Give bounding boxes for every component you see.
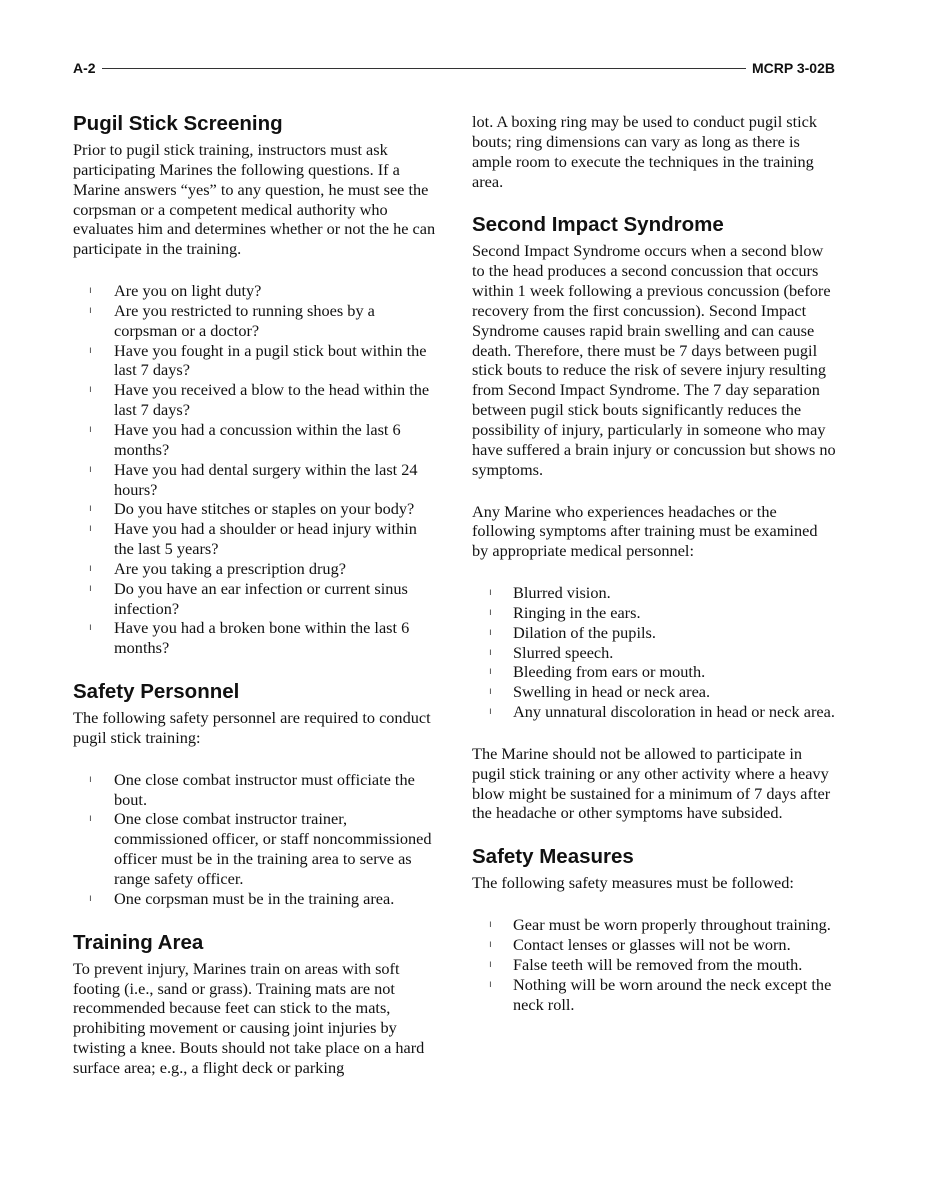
- paragraph: Second Impact Syndrome occurs when a second blow to the head produces a second concussion that occurs within 1 week following a previous concussion (before recovery from the first concussion). Second Impact Syndrome causes rapid brain swelling and can cause death. Therefore, there must be 7 days between pugil stick bouts to reduce the risk of severe injury resulting from Second Impact Syndrome. The 7 day separation between pugil stick bouts significantly reduces the possibility of injury, particularly in someone who may have suffered a brain injury or concussion but shows no symptoms.: [472, 241, 836, 479]
- section-safety-measures: [472, 845, 836, 1014]
- list-item-text: One corpsman must be in the training area.: [114, 888, 395, 908]
- list-item: [73, 341, 437, 381]
- list-item: [73, 559, 437, 579]
- left-column: [73, 112, 437, 1078]
- bullet-icon: ı: [489, 587, 492, 599]
- bullet-icon: ı: [89, 423, 92, 435]
- paragraph: The Marine should not be allowed to participate in pugil stick training or any other activity where a heavy blow might be sustained for a minimum of 7 days after the headache or other symptoms have subsided.: [472, 743, 831, 823]
- list-item: [73, 460, 437, 500]
- list-item: [73, 281, 437, 301]
- list-item: [73, 809, 437, 888]
- list-item: [73, 770, 437, 810]
- bullet-icon: ı: [89, 304, 92, 316]
- list-item: [472, 955, 836, 975]
- list-item-text: Nothing will be worn around the neck except the neck roll.: [513, 974, 832, 1014]
- bullet-icon: ı: [89, 773, 92, 785]
- list-item-text: Contact lenses or glasses will not be worn.: [513, 935, 791, 954]
- list-item-text: Gear must be worn properly throughout training.: [513, 915, 831, 935]
- bullet-icon: ı: [489, 978, 492, 990]
- publication-id: MCRP 3-02B: [752, 60, 835, 76]
- bullet-icon: ı: [89, 285, 92, 297]
- bullet-icon: ı: [489, 706, 492, 718]
- bullet-icon: ı: [89, 892, 92, 904]
- list-item-text: Bleeding from ears or mouth.: [513, 662, 706, 682]
- list-item: [73, 420, 437, 460]
- section-safety-personnel: [73, 680, 437, 909]
- bullet-icon: ı: [489, 666, 492, 678]
- paragraph: To prevent injury, Marines train on areas with soft footing (i.e., sand or grass). Training mats are not recommended because feet can stick to the mats, prohibiting movement or causing joint injuries by twisting a knee. Bouts should not take place on a hard surface area; e.g., a flight deck or parking: [73, 958, 425, 1077]
- list-item: [472, 662, 836, 682]
- symptoms-list: [472, 583, 836, 722]
- paragraph: Any Marine who experiences headaches or the following symptoms after training must be examined by appropriate medical personnel:: [472, 501, 818, 561]
- bullet-icon: ı: [89, 813, 92, 825]
- list-item-text: Have you had a shoulder or head injury within the last 5 years?: [114, 519, 417, 559]
- list-item: [73, 889, 437, 909]
- section-heading: Safety Measures: [472, 845, 634, 869]
- section-heading: Safety Personnel: [73, 680, 240, 704]
- section-second-impact-syndrome: [472, 213, 836, 823]
- safety-measures-list: [472, 915, 836, 1014]
- list-item-text: Slurred speech.: [513, 642, 614, 662]
- paragraph: The following safety personnel are required to conduct pugil stick training:: [73, 708, 431, 747]
- list-item: [472, 975, 836, 1015]
- bullet-icon: ı: [489, 646, 492, 658]
- list-item: [73, 618, 437, 658]
- list-item: [472, 603, 836, 623]
- bullet-icon: ı: [489, 606, 492, 618]
- section-training-area: [73, 931, 437, 1078]
- bullet-icon: ı: [489, 958, 492, 970]
- list-item-text: Blurred vision.: [513, 583, 611, 603]
- list-item-text: Are you taking a prescription drug?: [114, 558, 346, 578]
- list-item-text: Have you had dental surgery within the last 24 hours?: [114, 459, 418, 499]
- list-item-text: Are you on light duty?: [114, 281, 262, 301]
- bullet-icon: ı: [489, 919, 492, 931]
- section-heading: Pugil Stick Screening: [73, 112, 283, 135]
- list-item: [472, 583, 836, 603]
- section-heading: Training Area: [73, 930, 204, 954]
- right-column: [472, 112, 836, 1014]
- header-rule: [102, 68, 746, 69]
- list-item-text: Ringing in the ears.: [513, 602, 641, 622]
- list-item-text: Are you restricted to running shoes by a corpsman or a doctor?: [114, 300, 375, 340]
- section-heading: Second Impact Syndrome: [472, 213, 724, 237]
- bullet-icon: ı: [89, 582, 92, 594]
- paragraph: Prior to pugil stick training, instructors must ask participating Marines the following questions. If a Marine answers “yes” to any question, he must see the corpsman or a competent medical authority who evaluates him and determines whether or not the he can participate in the training.: [73, 140, 436, 259]
- list-item: [73, 301, 437, 341]
- list-item-text: Do you have an ear infection or current sinus infection?: [114, 578, 408, 618]
- paragraph-continued: lot. A boxing ring may be used to conduct pugil stick bouts; ring dimensions can vary as long as there is ample room to execute the techniques in the training area.: [472, 112, 818, 191]
- list-item-text: Have you had a broken bone within the last 6 months?: [114, 618, 410, 658]
- list-item: [472, 643, 836, 663]
- bullet-icon: ı: [89, 384, 92, 396]
- bullet-icon: ı: [489, 626, 492, 638]
- list-item: [73, 499, 437, 519]
- bullet-icon: ı: [89, 344, 92, 356]
- list-item-text: Have you received a blow to the head within the last 7 days?: [114, 380, 430, 420]
- list-item: [472, 915, 836, 935]
- list-item: [472, 702, 836, 722]
- list-item-text: Any unnatural discoloration in head or neck area.: [513, 702, 835, 722]
- section-pugil-stick-screening: [73, 112, 437, 658]
- screening-questions-list: [73, 281, 437, 658]
- safety-personnel-list: [73, 770, 437, 909]
- list-item-text: Have you had a concussion within the last 6 months?: [114, 419, 401, 459]
- list-item-text: Dilation of the pupils.: [513, 622, 656, 642]
- running-header: [73, 58, 835, 78]
- bullet-icon: ı: [89, 622, 92, 634]
- list-item: [472, 682, 836, 702]
- list-item-text: One close combat instructor trainer, commissioned officer, or staff noncommissioned officer must be in the training area to serve as range safety officer.: [114, 809, 432, 888]
- list-item-text: False teeth will be removed from the mouth.: [513, 954, 803, 974]
- list-item: [73, 380, 437, 420]
- list-item-text: Swelling in head or neck area.: [513, 682, 711, 702]
- bullet-icon: ı: [89, 503, 92, 515]
- list-item-text: Have you fought in a pugil stick bout within the last 7 days?: [114, 340, 427, 380]
- bullet-icon: ı: [89, 523, 92, 535]
- bullet-icon: ı: [489, 686, 492, 698]
- bullet-icon: ı: [89, 562, 92, 574]
- list-item: [472, 623, 836, 643]
- list-item-text: Do you have stitches or staples on your body?: [114, 499, 415, 519]
- bullet-icon: ı: [489, 939, 492, 950]
- bullet-icon: ı: [89, 463, 92, 475]
- list-item: [73, 579, 437, 619]
- list-item: [472, 935, 836, 955]
- list-item-text: One close combat instructor must officiate the bout.: [114, 769, 415, 809]
- paragraph: The following safety measures must be followed:: [472, 873, 794, 893]
- list-item: [73, 519, 437, 559]
- page-number: A-2: [73, 60, 96, 76]
